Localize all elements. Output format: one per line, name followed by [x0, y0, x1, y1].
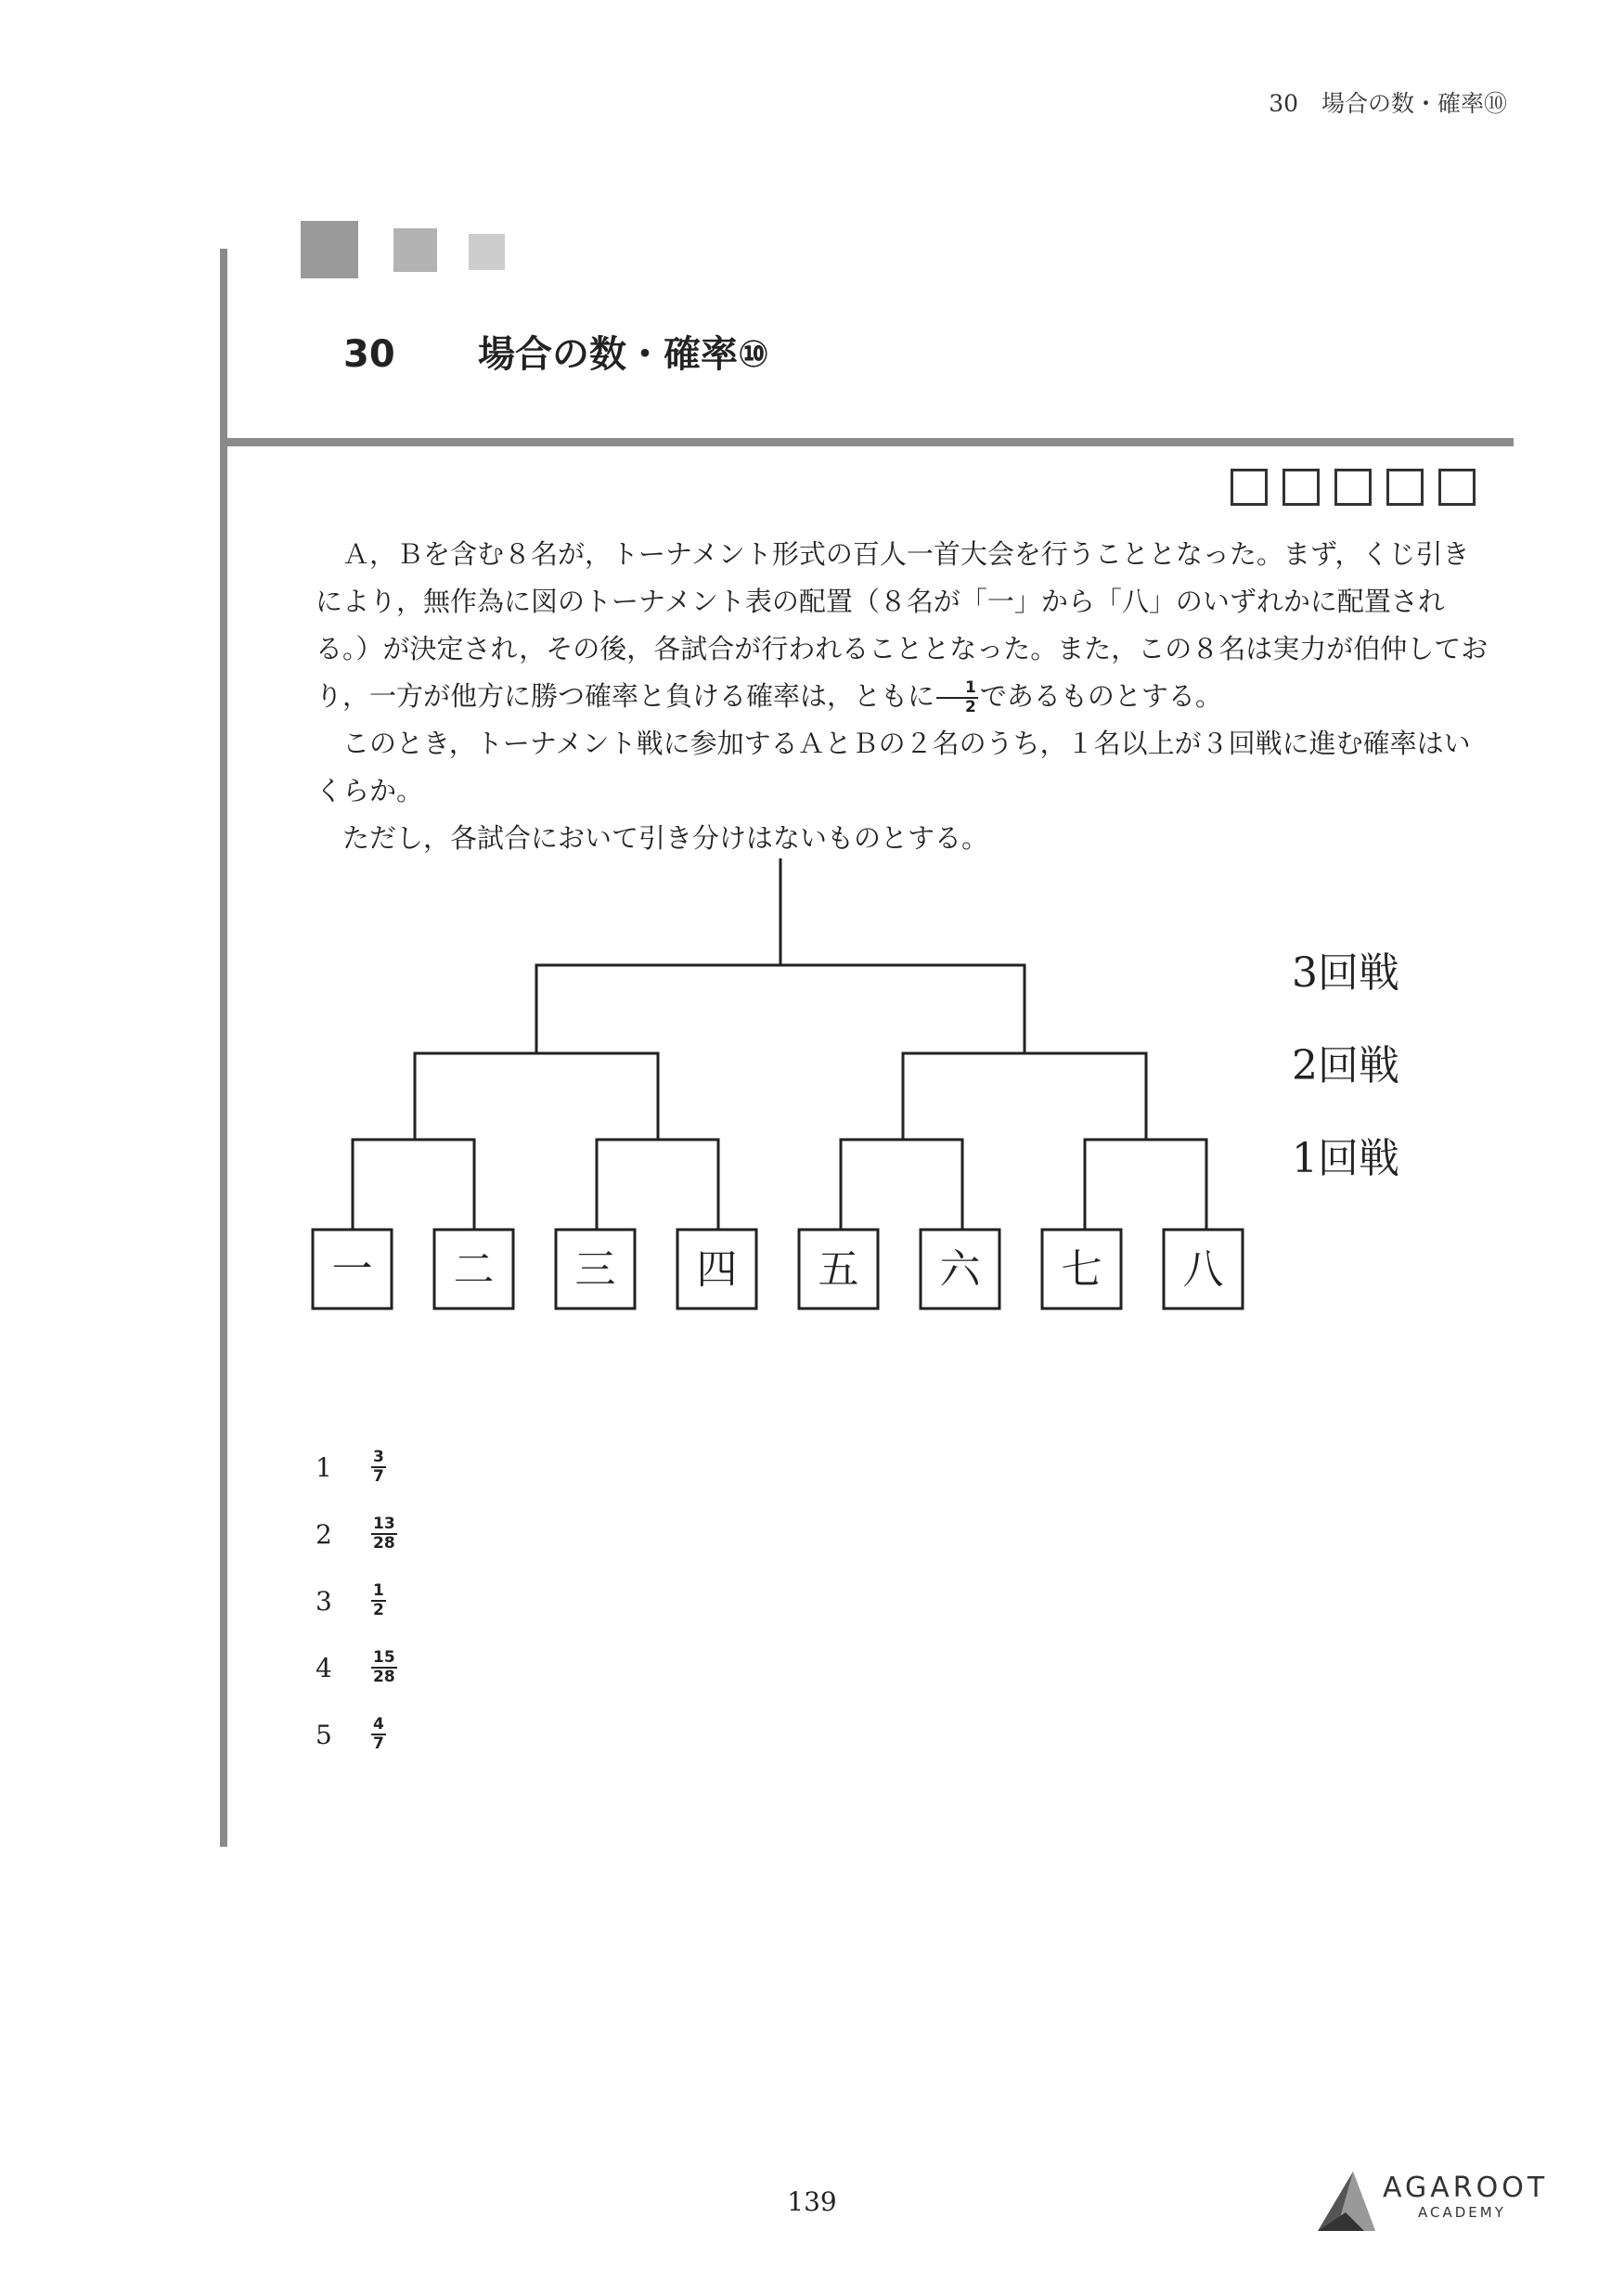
choice-3[interactable]: 3 $\frac{1}{2}$: [316, 1581, 384, 1619]
slot-label-1: 一: [331, 1245, 373, 1294]
slot-label-8: 八: [1182, 1245, 1224, 1294]
round-label-3: 3回戦: [1292, 949, 1399, 997]
slot-label-3: 三: [574, 1245, 616, 1294]
choice-1[interactable]: 1 $\frac{3}{7}$: [316, 1448, 384, 1486]
slot-label-6: 六: [939, 1245, 981, 1294]
round-label-1: 1回戦: [1292, 1135, 1399, 1182]
choice-5[interactable]: 5 $\frac{4}{7}$: [316, 1715, 384, 1753]
running-head: 30 場合の数・確率⑩: [1269, 90, 1507, 117]
choice-4[interactable]: 4 $\frac{15}{28}$: [316, 1648, 395, 1686]
title-text: 場合の数・確率⑩: [478, 333, 769, 376]
title-number: 30: [343, 333, 395, 376]
half-fraction: $\frac{1}{2}$: [936, 679, 978, 716]
problem-paragraph-3: ただし，各試合において引き分けはないものとする。: [342, 822, 989, 854]
problem-paragraph-2: このとき，トーナメント戦に参加するＡとＢの２名のうち，１名以上が３回戦に進む確率はいくらか。: [316, 728, 1471, 806]
slot-label-4: 四: [696, 1245, 738, 1294]
round-label-2: 2回戦: [1292, 1042, 1399, 1089]
slot-label-7: 七: [1061, 1245, 1102, 1294]
choice-2[interactable]: 2 $\frac{13}{28}$: [316, 1515, 395, 1553]
slot-label-5: 五: [818, 1245, 859, 1294]
slot-label-2: 二: [453, 1245, 495, 1294]
logo-text: AGAROOT ACADEMY: [1383, 2172, 1549, 2221]
bracket-lines: [353, 858, 1206, 1230]
answer-choices: [316, 1434, 399, 1768]
page-number: 139: [787, 2186, 837, 2217]
bracket-slots: [313, 1230, 1243, 1309]
problem-paragraph-1: Ａ，Ｂを含む８名が，トーナメント形式の百人一首大会を行うこととなった。まず，くじ引きにより，無作為に図のトーナメント表の配置（８名が「一」から「八」のいずれかに配置される。）が決定され，その後，各試合が行われることとなった。また，この８名は実力が伯仲しており，一方が他方に勝つ確率と負ける確率は，ともに $\frac{1}{2}$ であるものとする。: [316, 538, 1489, 716]
